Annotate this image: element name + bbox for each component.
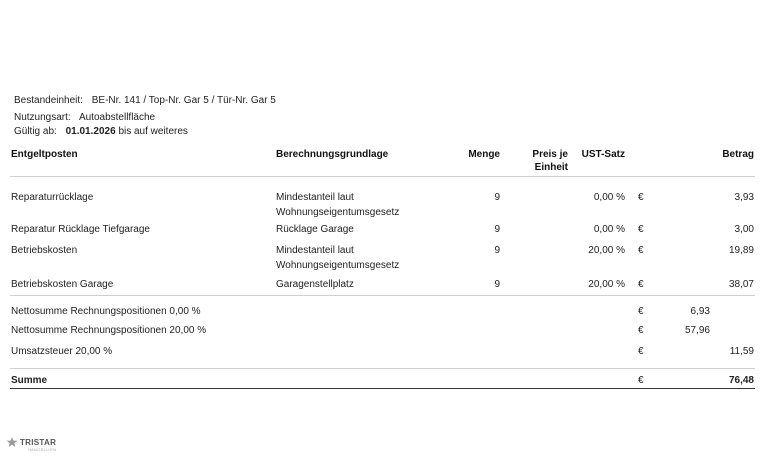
header-preis-line2: Einheit <box>534 162 568 173</box>
nutzungsart-label: Nutzungsart: <box>14 112 71 123</box>
bestandeinheit-line <box>14 95 276 106</box>
row-posten: Betriebskosten Garage <box>11 279 114 290</box>
row-ust: 20,00 % <box>588 245 625 256</box>
header-preis-line1: Preis je <box>532 149 568 160</box>
header-betrag: Betrag <box>722 149 754 160</box>
summary-subtotal: 57,96 <box>684 325 710 336</box>
bestandeinheit-label: Bestandeinheit: <box>14 95 83 106</box>
header-ust: UST-Satz <box>581 149 625 160</box>
row-menge: 9 <box>494 279 500 290</box>
row-posten: Betriebskosten <box>11 245 78 256</box>
header-entgeltposten: Entgeltposten <box>11 149 78 160</box>
header-divider <box>10 176 755 177</box>
row-ust: 0,00 % <box>593 224 625 235</box>
bestandeinheit-value: BE-Nr. 141 / Top-Nr. Gar 5 / Tür-Nr. Gar 5 <box>91 95 276 106</box>
header-menge: Menge <box>468 149 500 160</box>
header-berechnungsgrundlage: Berechnungsgrundlage <box>276 149 389 160</box>
summary-divider <box>10 368 755 369</box>
row-grundlage-line2: Wohnungseigentumsgesetz <box>276 207 400 218</box>
logo-subline: IMMOBILIEN <box>28 447 57 452</box>
summary-betrag: 11,59 <box>729 346 754 357</box>
row-grundlage-line2: Wohnungseigentumsgesetz <box>276 260 400 271</box>
logo-wordmark: TRISTAR <box>20 437 57 447</box>
total-underline <box>10 388 755 389</box>
total-betrag: 76,48 <box>728 375 754 386</box>
row-betrag: 38,07 <box>728 279 754 290</box>
row-betrag: 19,89 <box>728 245 754 256</box>
row-posten: Reparaturrücklage <box>11 192 94 203</box>
row-menge: 9 <box>494 245 500 256</box>
row-posten: Reparatur Rücklage Tiefgarage <box>11 224 150 235</box>
gueltig-label: Gültig ab: <box>14 126 57 137</box>
row-grundlage: Garagenstellplatz <box>276 279 354 290</box>
rows-divider <box>10 295 755 296</box>
gueltig-date: 01.01.2026 <box>65 126 116 137</box>
nutzungsart-line <box>14 112 155 123</box>
row-ust: 20,00 % <box>588 279 625 290</box>
row-menge: 9 <box>494 192 500 203</box>
summary-currency: € <box>638 306 644 317</box>
total-label: Summe <box>11 375 48 386</box>
gueltig-suffix: bis auf weiteres <box>118 126 188 137</box>
summary-label: Nettosumme Rechnungspositionen 0,00 % <box>11 306 201 317</box>
row-currency: € <box>638 245 644 256</box>
summary-subtotal: 6,93 <box>690 306 710 317</box>
summary-currency: € <box>638 325 644 336</box>
row-grundlage: Mindestanteil laut <box>276 245 354 256</box>
row-betrag: 3,00 <box>734 224 754 235</box>
gueltig-line <box>14 126 188 137</box>
nutzungsart-value: Autoabstellfläche <box>78 112 156 123</box>
tristar-logo <box>6 437 57 452</box>
star-icon <box>6 437 18 447</box>
row-currency: € <box>638 224 644 235</box>
row-betrag: 3,93 <box>734 192 754 203</box>
summary-currency: € <box>638 346 644 357</box>
summary-label: Nettosumme Rechnungspositionen 20,00 % <box>11 325 207 336</box>
row-menge: 9 <box>494 224 500 235</box>
row-ust: 0,00 % <box>593 192 625 203</box>
row-grundlage: Rücklage Garage <box>276 224 354 235</box>
row-grundlage: Mindestanteil laut <box>276 192 354 203</box>
summary-label: Umsatzsteuer 20,00 % <box>11 346 113 357</box>
total-currency: € <box>638 375 644 386</box>
row-currency: € <box>638 192 644 203</box>
row-currency: € <box>638 279 644 290</box>
